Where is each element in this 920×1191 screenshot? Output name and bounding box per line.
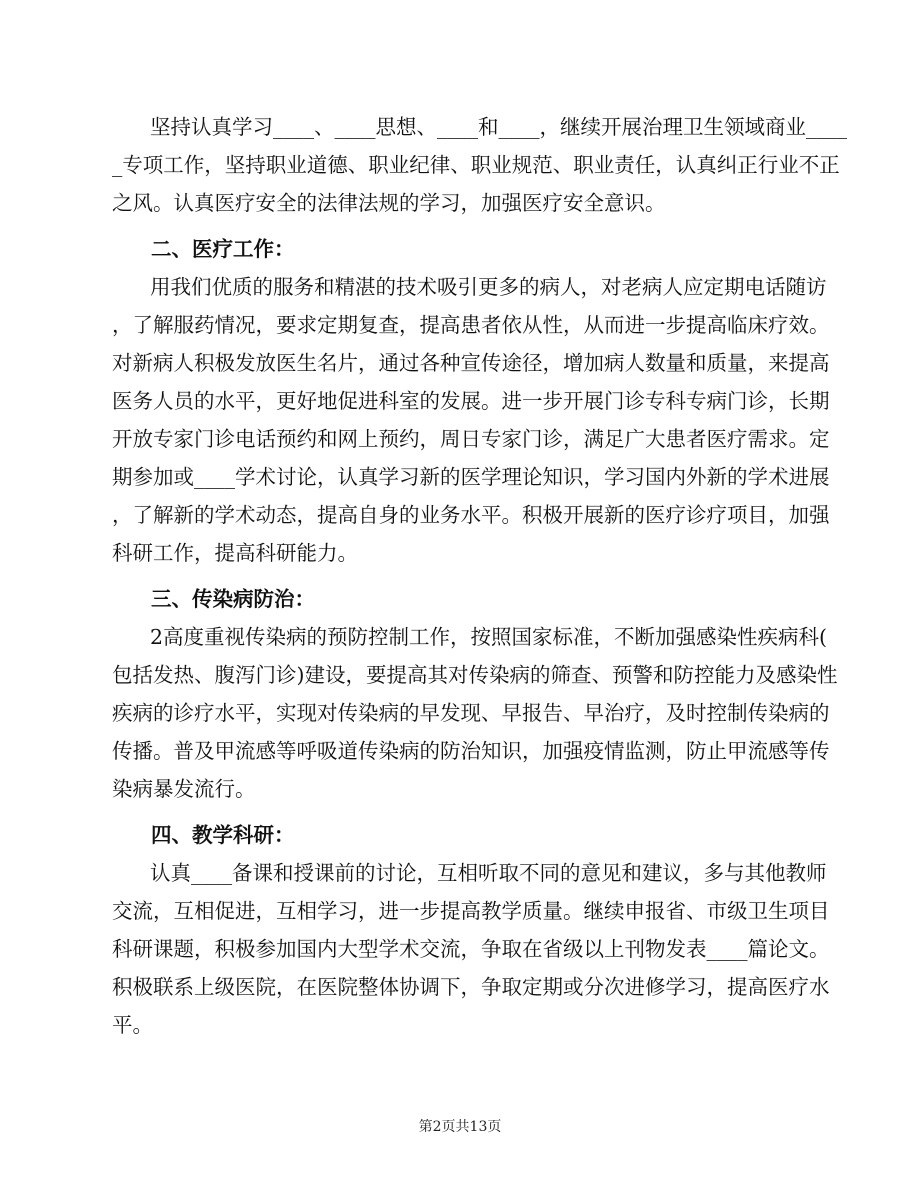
text-line: 期参加或____学术讨论，认真学习新的医学理论知识，学习国内外新的学术进展 xyxy=(112,465,830,489)
text-line: 坚持认真学习____、____思想、____和____，继续开展治理卫生领域商业____ xyxy=(150,115,847,139)
text-line: 认真____备课和授课前的讨论，互相听取不同的意见和建议，多与其他教师 xyxy=(150,861,827,885)
text-line: 科研课题，积极参加国内大型学术交流，争取在省级以上刊物发表____篇论文。 xyxy=(112,937,830,961)
text-line: 积极联系上级医院，在医院整体协调下，争取定期或分次进修学习，提高医疗水 xyxy=(112,975,830,999)
text-line: 传播。普及甲流感等呼吸道传染病的防治知识，加强疫情监测，防止甲流感等传 xyxy=(112,739,830,763)
text-line: 疾病的诊疗水平，实现对传染病的早发现、早报告、早治疗，及时控制传染病的 xyxy=(112,701,830,725)
text-line: 医务人员的水平，更好地促进科室的发展。进一步开展门诊专科专病门诊，长期 xyxy=(112,389,830,413)
section-heading-medical-work: 二、医疗工作： xyxy=(151,237,295,261)
text-line: 染病暴发流行。 xyxy=(112,777,256,801)
text-line: 平。 xyxy=(112,1013,153,1037)
text-line: 开放专家门诊电话预约和网上预约，周日专家门诊，满足广大患者医疗需求。定 xyxy=(112,427,830,451)
text-line: _专项工作，坚持职业道德、职业纪律、职业规范、职业责任，认真纠正行业不正 xyxy=(112,153,840,177)
text-line: ，了解新的学术动态，提高自身的业务水平。积极开展新的医疗诊疗项目，加强 xyxy=(112,503,830,527)
text-line: 包括发热、腹泻门诊)建设，要提高其对传染病的筛查、预警和防控能力及感染性 xyxy=(112,663,838,687)
text-line: 之风。认真医疗安全的法律法规的学习，加强医疗安全意识。 xyxy=(112,191,666,215)
section-heading-teaching-research: 四、教学科研： xyxy=(151,823,295,847)
text-line: 科研工作，提高科研能力。 xyxy=(112,541,358,565)
text-line: 交流，互相促进，互相学习，进一步提高教学质量。继续申报省、市级卫生项目 xyxy=(112,899,830,923)
section-heading-infectious-disease: 三、传染病防治： xyxy=(151,587,315,611)
page-number: 第2页共13页 xyxy=(418,1119,502,1135)
text-line: ，了解服药情况，要求定期复查，提高患者依从性，从而进一步提高临床疗效。 xyxy=(112,313,830,337)
text-line: 对新病人积极发放医生名片，通过各种宣传途径，增加病人数量和质量，来提高 xyxy=(112,351,830,375)
text-line: 用我们优质的服务和精湛的技术吸引更多的病人，对老病人应定期电话随访 xyxy=(150,275,827,299)
text-line: 2高度重视传染病的预防控制工作，按照国家标准，不断加强感染性疾病科( xyxy=(150,625,828,649)
